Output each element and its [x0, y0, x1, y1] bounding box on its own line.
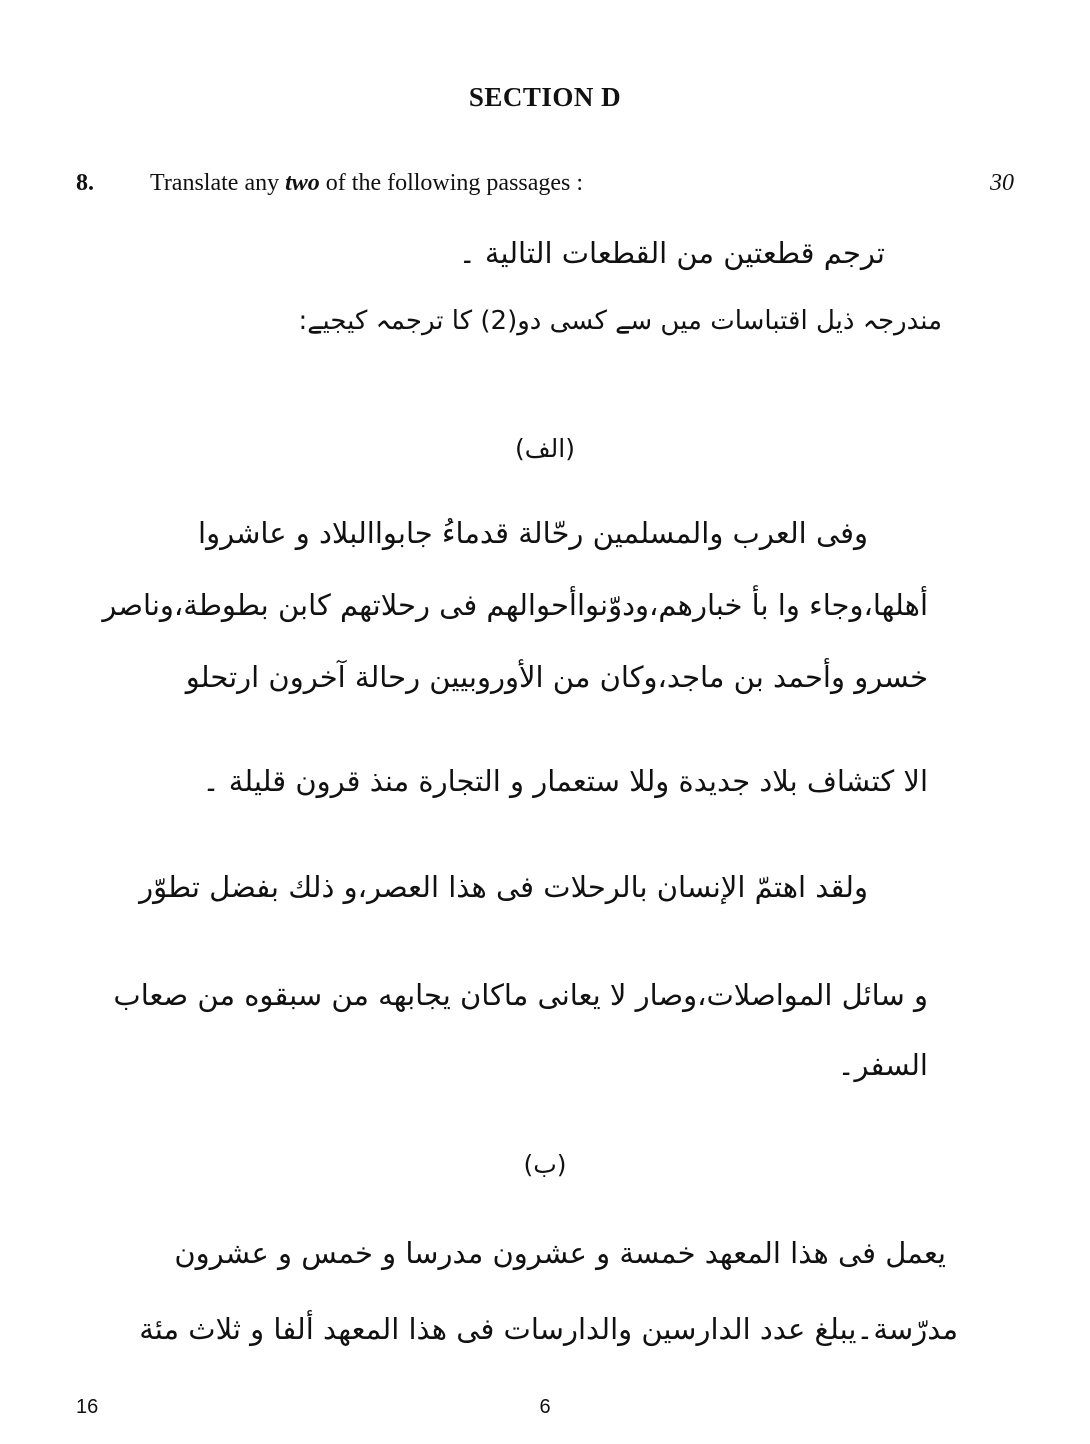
passage-b-line: يعمل فى هذا المعهد خمسة و عشرون مدرسا و خمس و عشرون [174, 1236, 946, 1270]
passage-a-line: السفر۔ [837, 1048, 928, 1082]
passage-a-line: ولقد اهتمّ الإنسان بالرحلات فى هذا العصر،و ذلك بفضل تطوّر [139, 870, 868, 904]
instruction-emphasis: two [285, 170, 320, 196]
passage-a-line: أهلها،وجاء وا بأ خبارهم،ودوّنواأحوالهم فى رحلاتهم كابن بطوطة،وناصر [102, 588, 928, 622]
instruction-suffix: of the following passages : [325, 170, 584, 196]
passage-a-line: و سائل المواصلات،وصار لا يعانى ماكان يجابهه من سبقوه من صعاب [113, 978, 928, 1012]
passage-label-alif: (الف) [515, 434, 575, 463]
passage-label-ba: (ب) [523, 1150, 567, 1179]
footer-code: 16 [76, 1396, 99, 1418]
instruction-prefix: Translate any [150, 170, 280, 196]
passage-a-line: خسرو وأحمد بن ماجد،وكان من الأوروبيين رحالة آخرون ارتحلو [185, 660, 928, 694]
arabic-instruction: ترجم قطعتين من القطعات التالية ۔ [458, 236, 885, 270]
question-instruction [150, 170, 583, 197]
question-marks: 30 [990, 170, 1014, 196]
section-title: SECTION D [468, 82, 622, 112]
footer-page-number: 6 [539, 1396, 551, 1418]
passage-a-line: وفى العرب والمسلمين رحّالة قدماءُ جابواالبلاد و عاشروا [198, 516, 868, 550]
urdu-instruction: مندرجہ ذیل اقتباسات میں سے کسی دو(2) کا ترجمہ کیجیے: [298, 306, 942, 336]
question-number: 8. [76, 170, 94, 196]
passage-a-line: الا كتشاف بلاد جديدة وللا ستعمار و التجارة منذ قرون قليلة ۔ [202, 764, 928, 798]
passage-b-line: مدرّسة۔يبلغ عدد الدارسين والدارسات فى هذا المعهد ألفا و ثلاث مئة [139, 1312, 958, 1346]
